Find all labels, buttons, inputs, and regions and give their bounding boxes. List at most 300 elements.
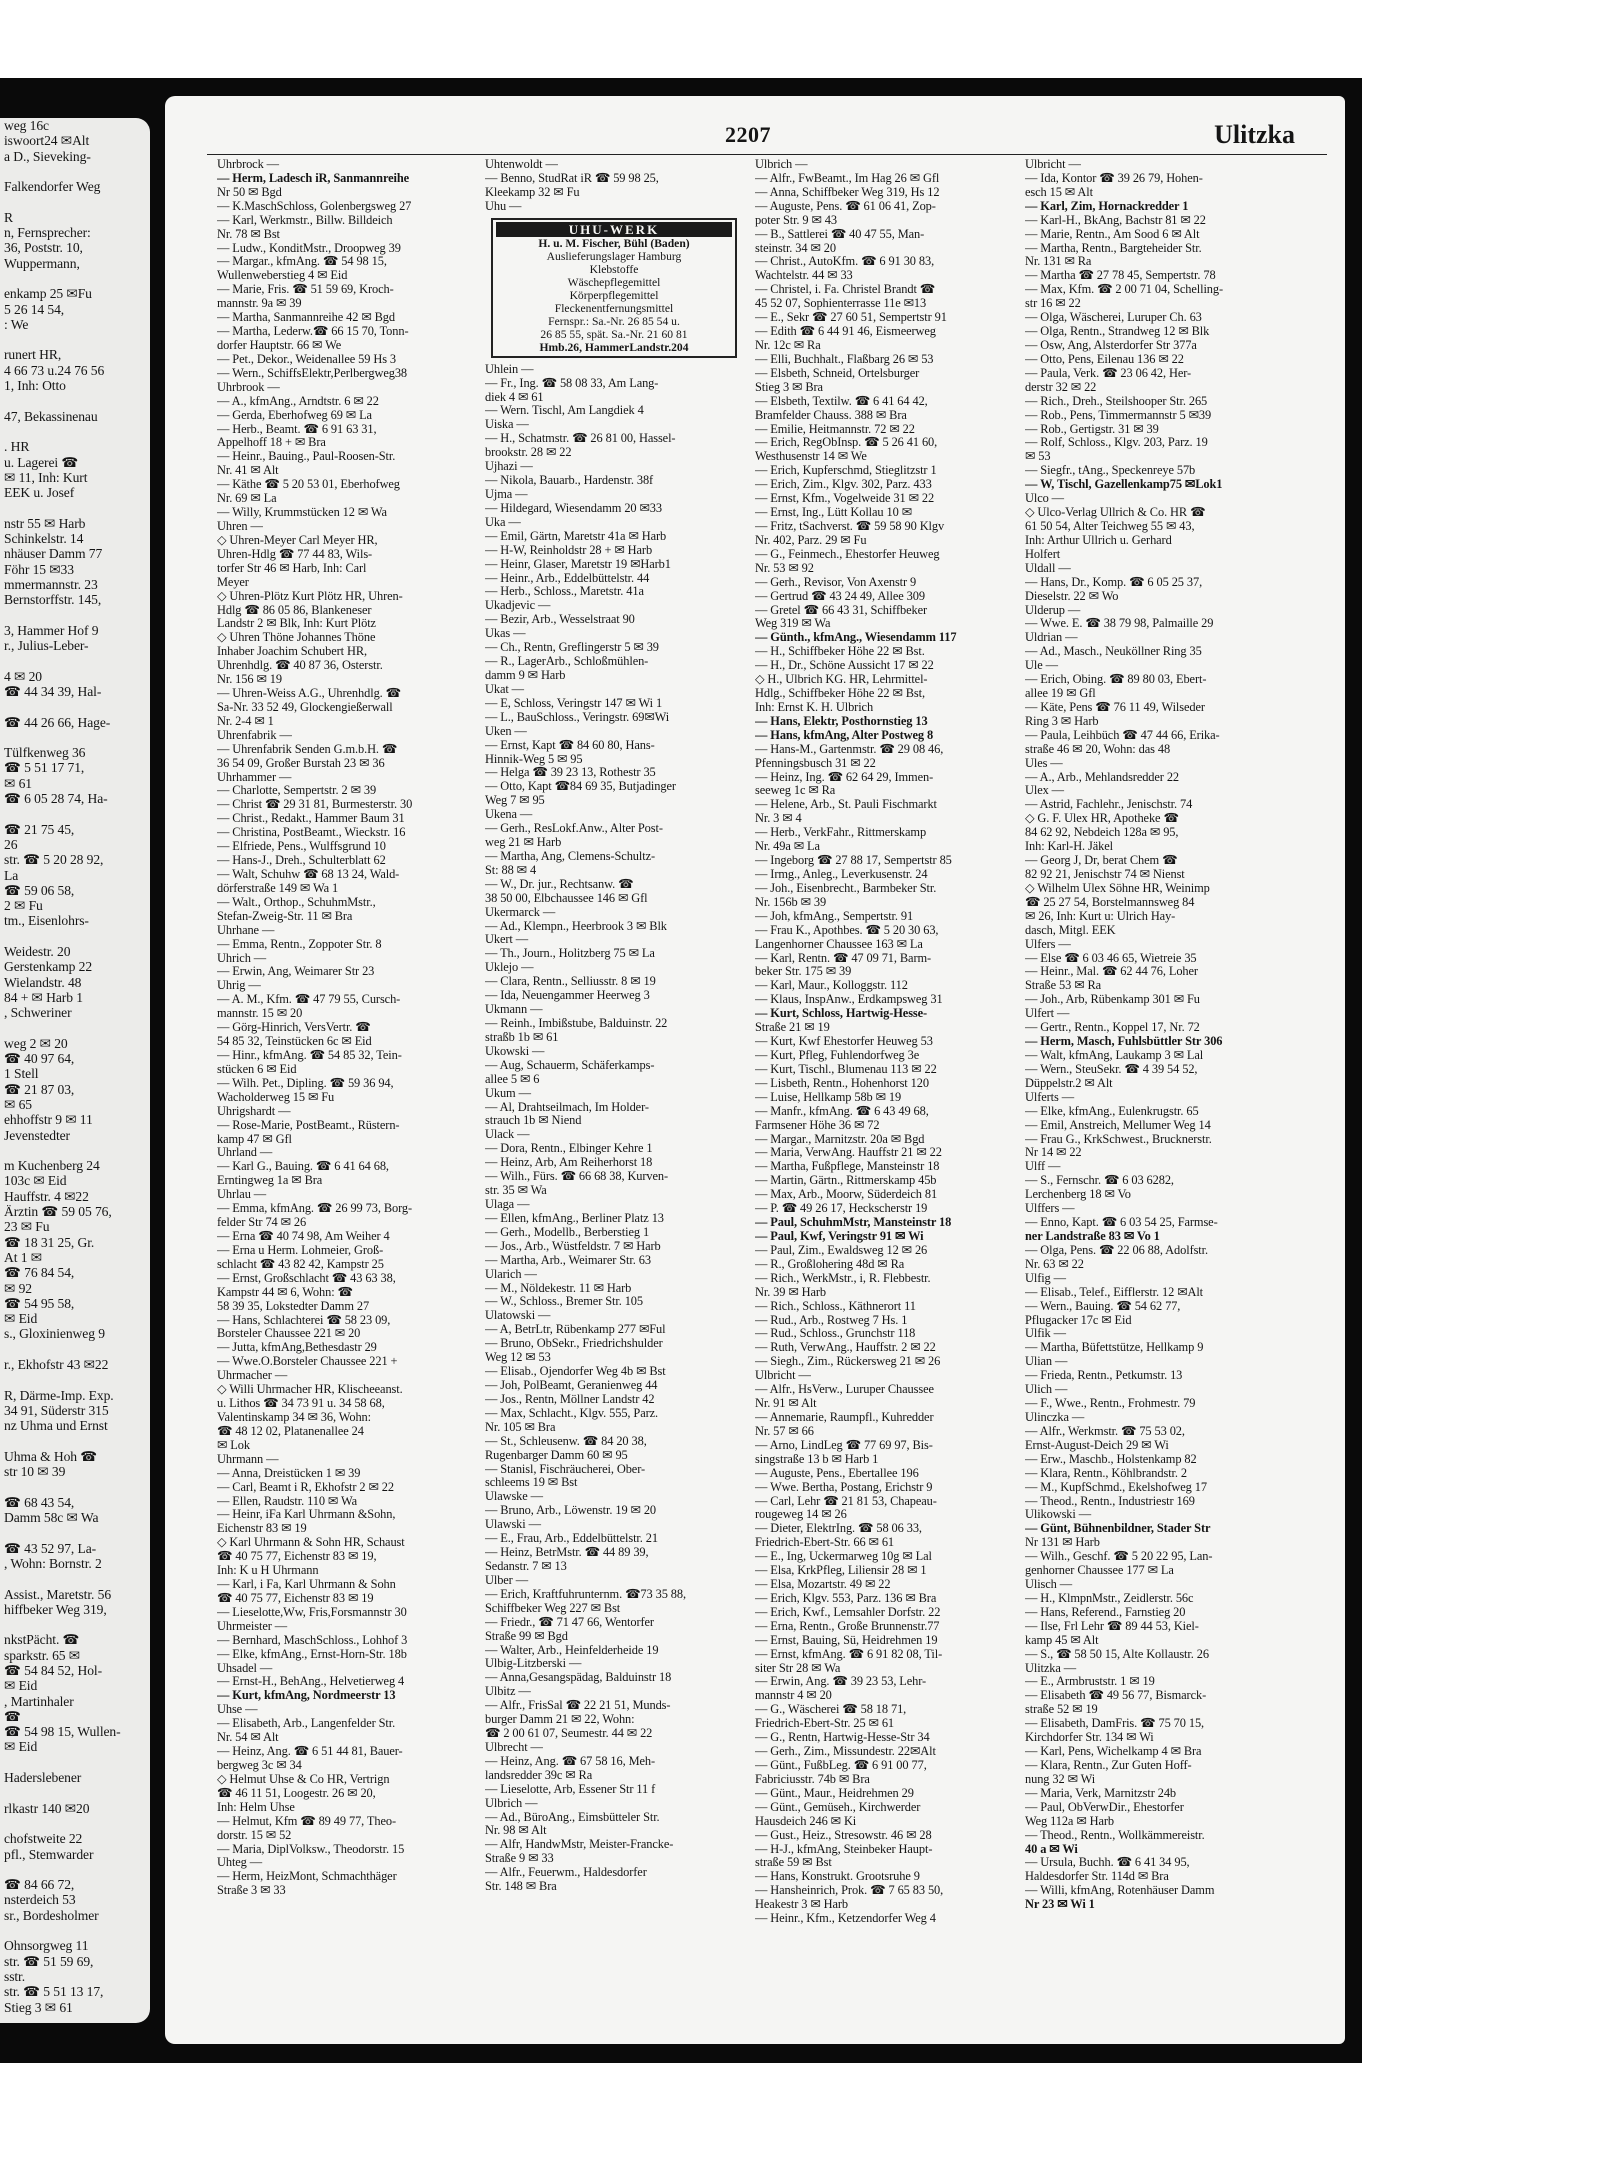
directory-entry: — Ernst, kfmAng. ☎ 6 91 82 08, Til- [755,1647,943,1661]
directory-entry: ◇ Willi Uhrmacher HR, Klischeeanst. [217,1383,403,1397]
fragment-line: ✉ 65 [4,1097,32,1112]
directory-entry: — Otto, Kapt ☎84 69 35, Butjadinger [485,780,676,794]
directory-entry: Landstr 2 ✉ Blk, Inh: Kurt Plötz [217,617,376,631]
directory-entry: — Paula, Leihbüch ☎ 47 44 66, Erika- [1025,728,1220,742]
directory-entry: Nr. 41 ✉ Alt [217,464,279,478]
directory-entry: — Martin, Gärtn., Rittmerskamp 45b [755,1174,937,1188]
fragment-line: 4 66 73 u.24 76 56 [4,362,105,378]
directory-entry: — Ernst, Bauing, Sü, Heidrehmen 19 [755,1633,938,1647]
directory-entry: — Alfr., Feuerwm., Haldesdorfer [485,1866,647,1880]
directory-entry: Nr. 63 ✉ 22 [1025,1257,1084,1271]
surname-heading: Ukat — [485,682,524,696]
directory-entry: — Lieselotte, Arb, Essener Str 11 f [485,1782,656,1796]
directory-entry: — Gerh., Revisor, Von Axenstr 9 [755,575,917,589]
surname-heading: Ulferts — [1025,1090,1074,1104]
directory-entry: siter Str 28 ✉ Wa [755,1661,841,1675]
directory-entry: Wullenweberstieg 4 ✉ Eid [217,269,348,283]
directory-entry: Valentinskamp 34 ✉ 36, Wohn: [217,1410,371,1424]
surname-heading: Ulbricht — [1025,158,1081,171]
advertisement-line: Fernspr.: Sa.-Nr. 26 85 54 u. [548,314,680,328]
fragment-line [0,194,150,209]
fragment-line: nkstPächt. ☎ [4,1632,80,1648]
directory-entry: Langenhorner Chaussee 163 ✉ La [755,937,923,951]
fragment-line: 84 + ✉ Harb 1 [4,989,83,1005]
directory-entry: — Rich., WerkMstr., i, R. Flebbestr. [755,1271,931,1285]
directory-entry: — Christina, PostBeamt., Wieckstr. 16 [217,826,406,840]
surname-heading: Ukert — [485,933,529,947]
fragment-line: 4 ✉ 20 [4,668,42,684]
directory-entry: — Bernhard, MaschSchloss., Lohhof 3 [217,1633,408,1647]
fragment-line: mmermannstr. 23 [4,576,98,592]
directory-entry: Uhrenhdlg. ☎ 40 87 36, Osterstr. [217,659,383,673]
fragment-line: ☎ 21 75 45, [4,821,75,837]
directory-entry: — Jutta, kfmAng,Bethesdastr 29 [217,1341,377,1355]
directory-entry: — Gerh., Zim., Missundestr. 22✉Alt [755,1745,936,1759]
surname-heading: Ule — [1025,659,1058,673]
surname-heading: Ukena — [485,808,533,822]
directory-entry: — Martha, Fußpflege, Mansteinstr 18 [755,1160,940,1174]
directory-entry: dasch, Mitgl. EEK [1025,923,1116,937]
directory-entry: — Ad., Masch., Neuköllner Ring 35 [1025,645,1202,659]
fragment-line: Schinkelstr. 14 [4,531,84,547]
fragment-line: ☎ 43 52 97, La- [4,1540,97,1556]
surname-heading: Ulitzka — [1025,1661,1077,1675]
directory-entry: — Marie, Rentn., Am Sood 6 ✉ Alt [1025,227,1200,241]
running-head: Ulitzka [1214,120,1295,149]
directory-entry: ◇ Uhren Thöne Johannes Thöne [217,631,376,645]
directory-entry: — Wwe.O.Borsteler Chaussee 221 + [217,1355,398,1369]
directory-entry: — Gerh., ResLokf.Anw., Alter Post- [485,822,663,836]
surname-heading: Ulbrich — [755,158,808,171]
fragment-line: nhäuser Damm 77 [4,546,103,562]
fragment-line: Uhma & Hoh ☎ [4,1448,98,1464]
fragment-line: 2 ✉ Fu [4,898,43,914]
fragment-line: , Schweriner [4,1005,72,1021]
directory-entry: 36 54 09, Großer Burstah 23 ✉ 36 [217,756,385,770]
fragment-line: ☎ 6 05 28 74, Ha- [4,791,108,807]
directory-entry: Nr. 2-4 ✉ 1 [217,714,274,728]
directory-entry: Ring 3 ✉ Harb [1025,714,1099,728]
advertisement-line: 26 85 55, spät. Sa.-Nr. 21 60 81 [540,327,688,341]
fragment-line: 23 ✉ Fu [4,1219,50,1235]
directory-entry: — S., Fernschr. ☎ 6 03 6282, [1025,1174,1174,1188]
directory-entry: — Olga, Wäscherei, Luruper Ch. 63 [1025,311,1202,325]
fragment-line: ☎ 84 66 72, [4,1877,75,1893]
directory-entry: — Ch., Rentn, Greflingerstr 5 ✉ 39 [485,641,659,655]
surname-heading: Uhrig — [217,979,261,993]
surname-heading: Uhlein — [485,362,534,376]
directory-entry: — Alfr., FrisSal ☎ 22 21 51, Munds- [485,1699,671,1713]
surname-heading: Ujma — [485,487,528,501]
surname-heading: Ulber — [485,1573,529,1587]
directory-entry: — Erich, Zim., Klgv. 302, Parz. 433 [755,478,932,492]
directory-entry: Nr 23 ✉ Wi 1 [1025,1898,1095,1912]
directory-entry: — Martha, Sanmannreihe 42 ✉ Bgd [217,311,395,325]
directory-entry: — Martha, Arb., Weimarer Str. 63 [485,1253,651,1267]
directory-entry: — Anna, Dreistücken 1 ✉ 39 [217,1466,361,1480]
directory-column-2 [485,158,743,2038]
directory-entry: — Ad., Klempn., Heerbrook 3 ✉ Blk [485,919,667,933]
directory-entry: — Christ ☎ 29 31 81, Burmesterstr. 30 [217,798,413,812]
directory-entry: — Nikola, Bauarb., Hardenstr. 38f [485,474,654,488]
directory-entry: mannstr. 15 ✉ 20 [217,1007,303,1021]
directory-entry: ✉ 26, Inh: Kurt u: Ulrich Hay- [1025,909,1176,923]
fragment-line: tm., Eisenlohrs- [4,913,89,929]
directory-entry: — Anna, Schiffbeker Weg 319, Hs 12 [755,185,940,199]
directory-entry: — A, BetrLtr, Rübenkamp 277 ✉Ful [485,1323,666,1337]
directory-entry: — Fritz, tSachverst. ☎ 59 58 90 Klgv [755,519,945,533]
directory-entry: — Karl, Rentn. ☎ 47 09 71, Barm- [755,951,932,965]
directory-entry: — Irmg., Anleg., Leverkusenstr. 24 [755,868,928,882]
directory-entry: — Günt, Bühnenbildner, Stader Str [1025,1522,1211,1536]
directory-entry: ◇ Wilhelm Ulex Söhne HR, Weinimp [1025,881,1210,895]
directory-entry: — Wern., SteuSekr. ☎ 4 39 54 52, [1025,1062,1198,1076]
directory-entry: — Uhrenfabrik Senden G.m.b.H. ☎ [217,742,398,756]
fragment-line: r., Julius-Leber- [4,638,89,654]
fragment-line: ✉ Eid [4,1311,38,1327]
directory-entry: — Benno, StudRat iR ☎ 59 98 25, [485,171,659,185]
advertisement-line: Hmb.26, HammerLandstr.204 [539,340,689,354]
directory-entry: Eichenstr 83 ✉ 19 [217,1522,307,1536]
surname-heading: Ulfig — [1025,1271,1066,1285]
directory-entry: — Herb., Schloss., Maretstr. 41a [485,585,644,599]
surname-heading: Ulaga — [485,1198,530,1211]
directory-entry: — Paula, Verk. ☎ 23 06 42, Her- [1025,366,1192,380]
directory-entry: — Jos., Rentn, Möllner Landstr 42 [485,1392,655,1406]
directory-entry: Nr 14 ✉ 22 [1025,1146,1082,1160]
directory-entry: — A., kfmAng., Arndtstr. 6 ✉ 22 [217,394,379,408]
directory-entry: Weg 7 ✉ 95 [485,794,545,808]
directory-entry: Haldesdorfer Str. 114d ✉ Bra [1025,1870,1169,1884]
surname-heading: Ulex — [1025,784,1064,798]
directory-entry: — Ernst-H., BehAng., Helvetierweg 4 [217,1675,405,1689]
fragment-line: Föhr 15 ✉33 [4,561,74,577]
directory-entry: ✉ 53 [1025,450,1051,464]
directory-entry: — Herb., Beamt. ☎ 6 91 63 31, [217,422,377,436]
directory-entry: Nr. 105 ✉ Bra [485,1420,556,1434]
directory-entry: Straße 3 ✉ 33 [217,1884,286,1898]
fragment-line [0,1525,150,1540]
fragment-line [0,424,150,439]
fragment-line: 1, Inh: Otto [4,378,66,394]
fragment-line: hiffbeker Weg 319, [4,1601,107,1617]
directory-entry: — Heinz, Arb, Am Reiherhorst 18 [485,1156,653,1170]
fragment-line: Hauffstr. 4 ✉22 [4,1188,89,1204]
fragment-line [0,1372,150,1387]
directory-entry: — Klara, Rentn., Köhlbrandstr. 2 [1025,1466,1187,1480]
advertisement-line: Körperpflegemittel [569,288,659,302]
directory-entry: — Fr., Ing. ☎ 58 08 33, Am Lang- [485,376,659,390]
directory-entry: — Erna, Rentn., Große Brunnenstr.77 [755,1619,940,1633]
directory-entry: Nr. 57 ✉ 66 [755,1424,814,1438]
surname-heading: Ulack — [485,1128,530,1142]
directory-entry: — Ida, Neuengammer Heerweg 3 [485,989,650,1003]
directory-entry: — H-W, Reinholdstr 28 + ✉ Harb [485,543,653,557]
fragment-line [0,653,150,668]
directory-entry: Hdlg ☎ 86 05 86, Blankeneser [217,603,372,617]
directory-entry: — P. ☎ 49 26 17, Heckscherstr 19 [755,1202,928,1216]
directory-entry: poter Str. 9 ✉ 43 [755,213,837,227]
fragment-line [0,929,150,944]
directory-entry: Inh: K u H Uhrmann [217,1564,319,1578]
directory-entry: 58 39 35, Lokstedter Damm 27 [217,1299,370,1313]
directory-entry: — Stanisl, Fischräucherei, Ober- [485,1462,645,1476]
directory-entry: Nr. 54 ✉ Alt [217,1731,279,1745]
directory-entry: straße 59 ✉ Bst [755,1856,832,1870]
directory-entry: — Hinr., kfmAng. ☎ 54 85 32, Tein- [217,1049,402,1062]
directory-entry: — Walter, Arb., Heinfelderheide 19 [485,1643,659,1657]
directory-entry: — H-J., kfmAng, Steinbeker Haupt- [755,1842,933,1856]
fragment-line: ☎ 59 06 58, [4,882,75,898]
fragment-line [0,730,150,745]
directory-entry: — W., Dr. jur., Rechtsanw. ☎ [485,877,634,891]
fragment-line [0,1021,150,1036]
surname-heading: Uhtenwoldt — [485,158,558,171]
fragment-line: ☎ 21 87 03, [4,1081,75,1097]
directory-entry: dorfer Hauptstr. 66 ✉ We [217,338,342,352]
directory-entry: — Erw., Maschb., Holstenkamp 82 [1025,1452,1197,1466]
fragment-line: chofstweite 22 [4,1831,83,1847]
directory-entry: — Ernst, Großschlacht ☎ 43 63 38, [217,1271,396,1285]
directory-entry: Sedanstr. 7 ✉ 13 [485,1559,567,1573]
fragment-line [0,1862,150,1877]
directory-entry: — Siegfr., tAng., Speckenreye 57b [1025,464,1196,478]
fragment-line: ☎ 54 98 15, Wullen- [4,1724,121,1740]
directory-entry: diek 4 ✉ 61 [485,390,544,404]
fragment-line: ehhoffstr 9 ✉ 11 [4,1112,93,1128]
directory-column-4 [1025,158,1283,2038]
directory-entry: — Hans-M., Gartenmstr. ☎ 29 08 46, [755,742,944,756]
directory-entry: Weg 12 ✉ 53 [485,1351,551,1365]
directory-entry: straße 46 ✉ 20, Wohn: das 48 [1025,742,1171,756]
directory-entry: str 16 ✉ 22 [1025,297,1081,311]
directory-entry: — Karl, Zim, Hornackredder 1 [1025,199,1189,213]
fragment-line: EEK u. Josef [4,485,75,501]
directory-entry: ☎ 25 27 54, Borstelmannsweg 84 [1025,895,1195,909]
fragment-line: nstr 55 ✉ Harb [4,515,86,531]
directory-entry: — Astrid, Fachlehr., Jenischstr. 74 [1025,798,1193,812]
directory-entry: — G., Wäscherei ☎ 58 18 71, [755,1703,907,1717]
surname-heading: Uhrmacher — [217,1369,288,1383]
fragment-line: ☎ 44 26 66, Hage- [4,714,111,730]
directory-entry: — Wern., SchiffsElektr,Perlbergweg38 [217,366,408,380]
directory-entry: 84 62 92, Nebdeich 128a ✉ 95, [1025,826,1179,840]
surname-heading: Ulian — [1025,1355,1068,1369]
directory-entry: — Olga, Pens. ☎ 22 06 88, Adolfstr. [1025,1243,1208,1257]
fragment-line: Ärztin ☎ 59 05 76, [4,1204,112,1220]
directory-entry: — E., Sekr ☎ 27 60 51, Sempertstr 91 [755,311,947,325]
directory-entry: Nr. 156b ✉ 39 [755,895,827,909]
directory-entry: ◇ Helmut Uhse & Co HR, Vertrign [217,1772,390,1786]
advertisement-box [491,218,737,358]
directory-entry: weg 21 ✉ Harb [485,836,562,850]
directory-entry: — Rob., Gertigstr. 31 ✉ 39 [1025,422,1159,436]
fragment-line: a D., Sieveking- [4,148,91,164]
directory-entry: — Joh., Eisenbrecht., Barmbeker Str. [755,881,937,895]
directory-entry: — Ellen, kfmAng., Berliner Platz 13 [485,1211,664,1225]
directory-entry: — Willy, Krummstücken 12 ✉ Wa [217,506,387,520]
directory-entry: — Klara, Rentn., Zur Guten Hoff- [1025,1759,1192,1773]
directory-entry: — Emil, Anstreich, Mellumer Weg 14 [1025,1118,1211,1132]
directory-entry: — Rud., Arb., Rostweg 7 Hs. 1 [755,1313,908,1327]
surname-heading: Ularich — [485,1267,537,1281]
directory-entry: Wachtelstr. 44 ✉ 33 [755,269,853,283]
directory-entry: — Aug, Schauerm, Schäferkamps- [485,1058,655,1072]
directory-entry: Nr. 131 ✉ Ra [1025,255,1092,269]
directory-entry: — W, Tischl, Gazellenkamp75 ✉Lok1 [1025,478,1223,492]
directory-entry: — Heinr, Glaser, Maretstr 19 ✉Harb1 [485,557,671,571]
fragment-line: r., Ekhofstr 43 ✉22 [4,1357,109,1373]
directory-entry: — Dora, Rentn., Elbinger Kehre 1 [485,1142,653,1156]
fragment-line [0,271,150,286]
directory-entry: — M., Nöldekestr. 11 ✉ Harb [485,1281,632,1295]
directory-entry: str. 35 ✉ Wa [485,1184,547,1198]
directory-entry: Nr. 39 ✉ Harb [755,1285,827,1299]
fragment-line: 26 [4,836,18,852]
directory-entry: — Erna ☎ 40 74 98, Am Weiher 4 [217,1229,390,1243]
directory-entry: — Max, Schlacht., Klgv. 555, Parz. [485,1406,659,1420]
directory-entry: genhorner Chaussee 177 ✉ La [1025,1564,1174,1578]
directory-entry: — Wwe. E. ☎ 38 79 98, Palmaille 29 [1025,617,1214,631]
directory-entry: Fabriciusstr. 74b ✉ Bra [755,1772,870,1786]
fragment-line: 103c ✉ Eid [4,1173,67,1189]
directory-entry: — Martha, Lederw.☎ 66 15 70, Tonn- [217,325,409,339]
directory-entry: Friedrich-Ebert-Str. 66 ✉ 61 [755,1536,895,1550]
directory-entry: — Hans, Referend., Farnstieg 20 [1025,1605,1186,1619]
fragment-line: R [4,209,13,225]
directory-entry: — Hans, Konstrukt. Grootsruhe 9 [755,1870,920,1884]
fragment-line: ☎ 44 34 39, Hal- [4,683,102,699]
fragment-line: str. ☎ 5 20 28 92, [4,852,104,868]
directory-entry: — Hans, Dr., Komp. ☎ 6 05 25 37, [1025,575,1203,589]
directory-entry: bergweg 3c ✉ 34 [217,1759,302,1773]
scanned-spread [0,78,1362,2063]
fragment-line: Ohnsorgweg 11 [4,1938,89,1954]
directory-entry: — Elisabeth, Arb., Langenfelder Str. [217,1717,396,1731]
directory-entry: — Günt., Maur., Heidrehmen 29 [755,1786,914,1800]
surname-heading: Ukum — [485,1086,531,1100]
surname-heading: Uldall — [1025,561,1071,575]
surname-heading: Uldrian — [1025,631,1078,645]
directory-entry: — E, Schloss, Veringstr 147 ✉ Wi 1 [485,696,663,710]
surname-heading: Ukmann — [485,1003,543,1017]
directory-entry: derstr 32 ✉ 22 [1025,380,1097,394]
directory-entry: — M., KupfSchmd., Ekelshofweg 17 [1025,1480,1207,1494]
surname-heading: Ulfers — [1025,937,1071,951]
directory-entry: — Ingeborg ☎ 27 88 17, Sempertstr 85 [755,854,952,868]
surname-heading: Ulikowski — [1025,1508,1092,1522]
directory-entry: — Max, Kfm. ☎ 2 00 71 04, Schelling- [1025,283,1224,297]
fragment-line: Gerstenkamp 22 [4,959,93,975]
directory-entry: — Kurt, kfmAng, Nordmeerstr 13 [217,1689,396,1703]
fragment-line: nsterdeich 53 [4,1892,76,1908]
directory-entry: — Th., Journ., Holitzberg 75 ✉ La [485,947,655,961]
fragment-line: weg 16c [4,118,49,133]
directory-entry: ◇ Karl Uhrmann & Sohn HR, Schaust [217,1536,405,1550]
directory-entry: — Karl, Werkmstr., Billw. Billdeich [217,213,393,227]
fragment-line: 5 26 14 54, [4,301,65,317]
fragment-line [0,1923,150,1938]
surname-heading: Uhren — [217,519,263,533]
directory-entry: — Günth., kfmAng., Wiesendamm 117 [755,631,957,645]
directory-entry: seeweg 1c ✉ Ra [755,784,836,798]
surname-heading: Uka — [485,515,521,529]
directory-entry: Düppelstr.2 ✉ Alt [1025,1076,1113,1090]
directory-entry: — Christel, i. Fa. Christel Brandt ☎ [755,283,936,297]
advertisement-line: Wäschepflegemittel [567,275,661,289]
fragment-line: Weidestr. 20 [4,944,71,960]
directory-entry: — H., Schatmstr. ☎ 26 81 00, Hassel- [485,432,676,446]
surname-heading: Ulbrich — [485,1796,538,1810]
directory-entry: — Ursula, Buchh. ☎ 6 41 34 95, [1025,1856,1190,1870]
directory-entry: — Gertr., Rentn., Koppel 17, Nr. 72 [1025,1021,1200,1035]
directory-entry: — Theod., Rentn., Industriestr 169 [1025,1494,1195,1508]
directory-entry: burger Damm 21 ✉ 22, Wohn: [485,1713,635,1727]
directory-entry: stücken 6 ✉ Eid [217,1062,297,1076]
fragment-line [0,806,150,821]
fragment-line: pfl., Stemwarder [4,1846,94,1862]
fragment-line [0,1816,150,1831]
directory-entry: — Hansheinrich, Prok. ☎ 7 65 83 50, [755,1884,944,1898]
directory-entry: — Martha, Büfettstütze, Hellkamp 9 [1025,1341,1204,1355]
directory-entry: — G., Feinmech., Ehestorfer Heuweg [755,547,940,561]
directory-entry: — Maria, Verk, Marnitzstr 24b [1025,1786,1177,1800]
surname-heading: Ukowski — [485,1044,545,1058]
directory-entry: — Karl, i Fa, Karl Uhrmann & Sohn [217,1578,396,1592]
directory-entry: Sa-Nr. 33 52 49, Glockengießerwall [217,700,393,714]
directory-entry: — Frau G., KrkSchwest., Brucknerstr. [1025,1132,1212,1146]
directory-entry: — Theod., Rentn., Wollkämmereistr. [1025,1828,1205,1842]
directory-entry: — Elsa, KrkPfleg, Liliensir 28 ✉ 1 [755,1564,927,1578]
fragment-line: sstr. [4,1968,26,1984]
surname-heading: Ulbitz — [485,1685,531,1699]
directory-entry: Kleekamp 32 ✉ Fu [485,185,580,199]
directory-entry: steinstr. 34 ✉ 20 [755,241,836,255]
directory-entry: — Alfr, HandwMstr, Meister-Francke- [485,1838,674,1852]
directory-entry: Nr. 69 ✉ La [217,492,277,506]
directory-entry: ✉ Lok [217,1438,250,1452]
directory-entry: — Wilh., Geschf. ☎ 5 20 22 95, Lan- [1025,1550,1213,1564]
fragment-line: Damm 58c ✉ Wa [4,1510,99,1526]
directory-entry: dorstr. 15 ✉ 52 [217,1828,292,1842]
directory-entry: — Al, Drahtseilmach, Im Holder- [485,1100,649,1114]
directory-entry: — Ilse, Frl Lehr ☎ 89 44 53, Kiel- [1025,1619,1199,1633]
directory-entry: — A., Arb., Mehlandsredder 22 [1025,770,1180,784]
fragment-line: u. Lagerei ☎ [4,454,79,470]
directory-entry: — Käte, Pens ☎ 76 11 49, Wilseder [1025,700,1205,714]
directory-entry: — Erich, RegObInsp. ☎ 5 26 41 60, [755,436,938,450]
directory-entry: — Emilie, Heitmannstr. 72 ✉ 22 [755,422,915,436]
directory-entry: — Erwin, Ang, Weimarer Str 23 [217,965,375,979]
fragment-line: , Wohn: Bornstr. 2 [4,1555,102,1571]
directory-entry: — Heinr., Arb., Eddelbüttelstr. 44 [485,571,650,585]
directory-entry: kamp 47 ✉ Gfl [217,1132,292,1146]
directory-entry: Nr. 3 ✉ 4 [755,812,802,826]
directory-entry: esch 15 ✉ Alt [1025,185,1093,199]
fragment-line: nz Uhma und Ernst [4,1418,108,1434]
surname-heading: Uken — [485,724,527,738]
directory-entry: Nr. 12c ✉ Ra [755,338,821,352]
directory-entry: — Walt, Schuhw ☎ 68 13 24, Wald- [217,868,400,882]
directory-entry: — Carl, Lehr ☎ 21 81 53, Chapeau- [755,1494,937,1508]
fragment-line: str. ☎ 5 51 13 17, [4,1984,104,2000]
fragment-line: 3, Hammer Hof 9 [4,622,99,638]
surname-heading: Ujhazi — [485,460,533,474]
fragment-line: weg 2 ✉ 20 [4,1035,68,1051]
surname-heading: Ukadjevic — [485,599,551,613]
directory-entry: — Jos., Arb., Wüstfeldstr. 7 ✉ Harb [485,1239,661,1253]
directory-entry: — Elli, Buchhalt., Flaßbarg 26 ✉ 53 [755,352,934,366]
